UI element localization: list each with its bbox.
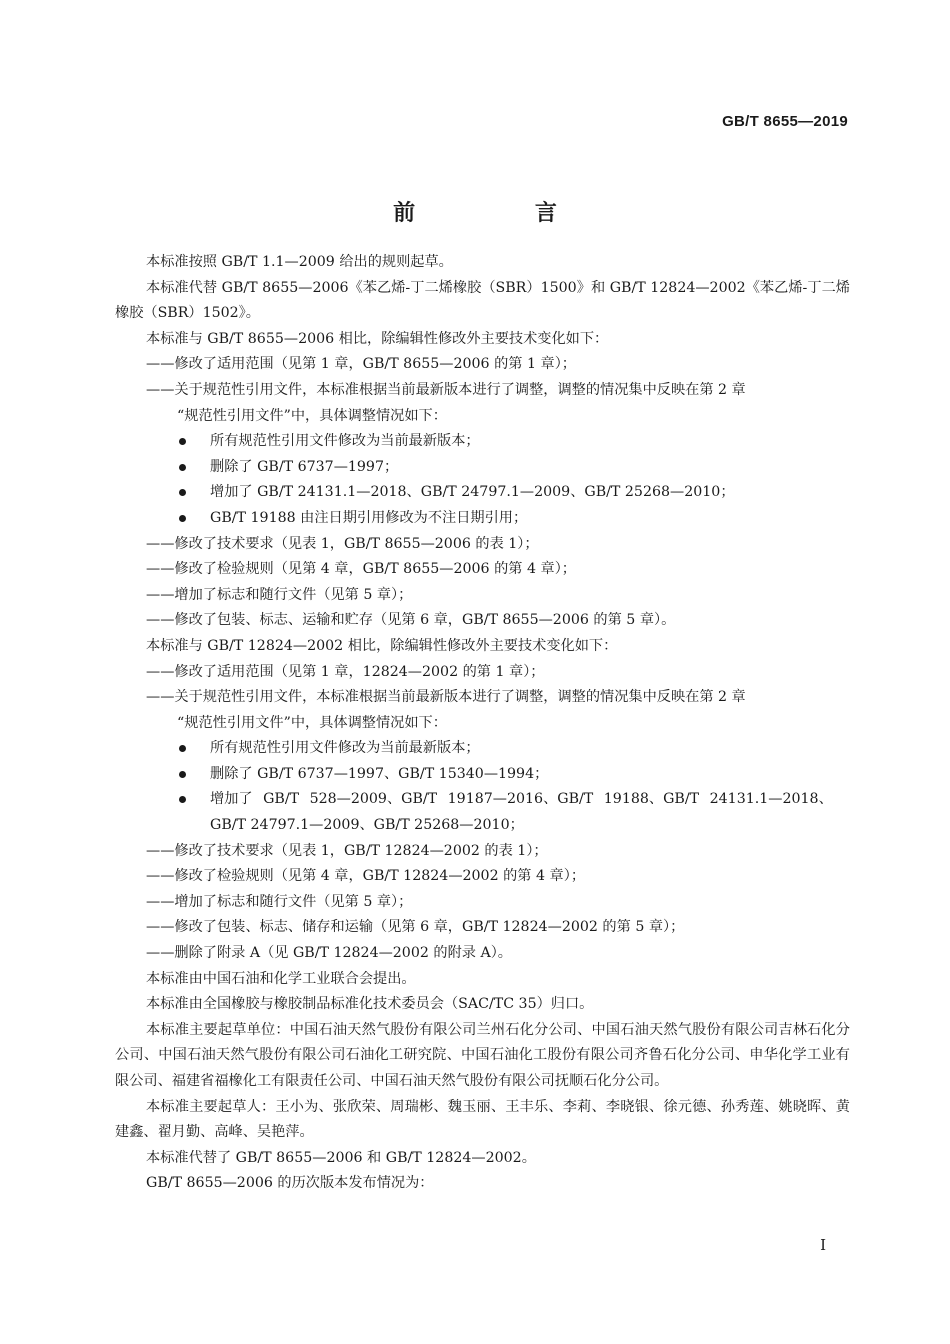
change-item: ——修改了包装、标志、运输和贮存（见第 6 章，GB/T 8655—2006 的第 5 章）。 bbox=[146, 612, 676, 629]
bullet-continuation: GB/T 24797.1—2009、GB/T 25268—2010； bbox=[210, 817, 524, 834]
bullet-dot-icon bbox=[179, 515, 186, 522]
change-item: ——修改了包装、标志、储存和运输（见第 6 章，GB/T 12824—2002 的第 5 章）； bbox=[146, 919, 685, 936]
page-number: I bbox=[820, 1236, 826, 1254]
bullet-dot-icon bbox=[179, 796, 186, 803]
change-item: ——修改了适用范围（见第 1 章，12824—2002 的第 1 章）； bbox=[146, 663, 545, 680]
change-item: ——删除了附录 A（见 GB/T 12824—2002 的附录 A）。 bbox=[146, 945, 512, 962]
change-item: ——修改了技术要求（见表 1，GB/T 8655—2006 的表 1）； bbox=[146, 535, 539, 552]
change-item-continuation: “规范性引用文件”中，具体调整情况如下： bbox=[177, 407, 447, 424]
change-item: ——关于规范性引用文件，本标准根据当前最新版本进行了调整，调整的情况集中反映在第 2 章 bbox=[146, 381, 746, 398]
paragraph: 本标准由全国橡胶与橡胶制品标准化技术委员会（SAC/TC 35）归口。 bbox=[146, 996, 594, 1013]
bullet-text: 增加了 GB/T 24131.1—2018、GB/T 24797.1—2009、GB/T 25268—2010； bbox=[210, 484, 735, 501]
bullet-dot-icon bbox=[179, 464, 186, 471]
bullet-text: 所有规范性引用文件修改为当前最新版本； bbox=[210, 740, 480, 757]
change-item: ——修改了检验规则（见第 4 章，GB/T 12824—2002 的第 4 章）； bbox=[146, 868, 586, 885]
bullet-dot-icon bbox=[179, 438, 186, 445]
paragraph: 本标准主要起草人：王小为、张欣荣、周瑞彬、魏玉丽、王丰乐、李莉、李晓银、徐元德、孙秀莲、姚晓晖、黄建鑫、翟月勤、高峰、吴艳萍。 bbox=[115, 1098, 850, 1141]
bullet-item bbox=[115, 736, 850, 762]
standard-code: GB/T 8655—2019 bbox=[722, 113, 848, 130]
paragraph: 本标准代替了 GB/T 8655—2006 和 GB/T 12824—2002。 bbox=[146, 1149, 536, 1166]
bullet-item bbox=[115, 429, 850, 455]
change-item: ——关于规范性引用文件，本标准根据当前最新版本进行了调整，调整的情况集中反映在第 2 章 bbox=[146, 689, 746, 706]
change-item: ——修改了技术要求（见表 1，GB/T 12824—2002 的表 1）； bbox=[146, 842, 548, 859]
paragraph: 本标准与 GB/T 8655—2006 相比，除编辑性修改外主要技术变化如下： bbox=[146, 330, 609, 347]
change-item: ——修改了适用范围（见第 1 章，GB/T 8655—2006 的第 1 章）； bbox=[146, 356, 576, 373]
bullet-item bbox=[115, 762, 850, 788]
bullet-text: 所有规范性引用文件修改为当前最新版本； bbox=[210, 433, 480, 450]
bullet-item bbox=[115, 506, 850, 532]
change-item: ——增加了标志和随行文件（见第 5 章）； bbox=[146, 893, 413, 910]
bullet-text: 删除了 GB/T 6737—1997； bbox=[210, 458, 399, 475]
bullet-text: 增加了 GB/T 528—2009、GB/T 19187—2016、GB/T 19188、GB/T 24131.1—2018、 bbox=[210, 791, 833, 808]
bullet-dot-icon bbox=[179, 771, 186, 778]
change-item: ——增加了标志和随行文件（见第 5 章）； bbox=[146, 586, 413, 603]
bullet-item bbox=[115, 787, 850, 813]
document-body bbox=[115, 250, 850, 1197]
paragraph: GB/T 8655—2006 的历次版本发布情况为： bbox=[146, 1175, 434, 1192]
page-title: 前 言 bbox=[393, 201, 613, 226]
bullet-item bbox=[115, 455, 850, 481]
paragraph: 本标准主要起草单位：中国石油天然气股份有限公司兰州石化分公司、中国石油天然气股份有限公司吉林石化分公司、中国石油天然气股份有限公司石油化工研究院、中国石油化工股份有限公司齐鲁石化分公司、申华化学工业有限公司、福建省福橡化工有限责任公司、中国石油天然气股份有限公司抚顺石化分公司。 bbox=[115, 1021, 850, 1089]
bullet-dot-icon bbox=[179, 745, 186, 752]
bullet-text: GB/T 19188 由注日期引用修改为不注日期引用； bbox=[210, 509, 528, 526]
paragraph: 本标准与 GB/T 12824—2002 相比，除编辑性修改外主要技术变化如下： bbox=[146, 637, 618, 654]
change-item-continuation: “规范性引用文件”中，具体调整情况如下： bbox=[177, 714, 447, 731]
change-item: ——修改了检验规则（见第 4 章，GB/T 8655—2006 的第 4 章）； bbox=[146, 561, 576, 578]
paragraph: 本标准代替 GB/T 8655—2006《苯乙烯-丁二烯橡胶（SBR）1500》和 GB/T 12824—2002《苯乙烯-丁二烯橡胶（SBR）1502》。 bbox=[115, 279, 850, 322]
bullet-text: 删除了 GB/T 6737—1997、GB/T 15340—1994； bbox=[210, 765, 549, 782]
bullet-dot-icon bbox=[179, 489, 186, 496]
paragraph: 本标准由中国石油和化学工业联合会提出。 bbox=[146, 970, 416, 987]
bullet-item bbox=[115, 480, 850, 506]
paragraph: 本标准按照 GB/T 1.1—2009 给出的规则起草。 bbox=[146, 254, 453, 270]
